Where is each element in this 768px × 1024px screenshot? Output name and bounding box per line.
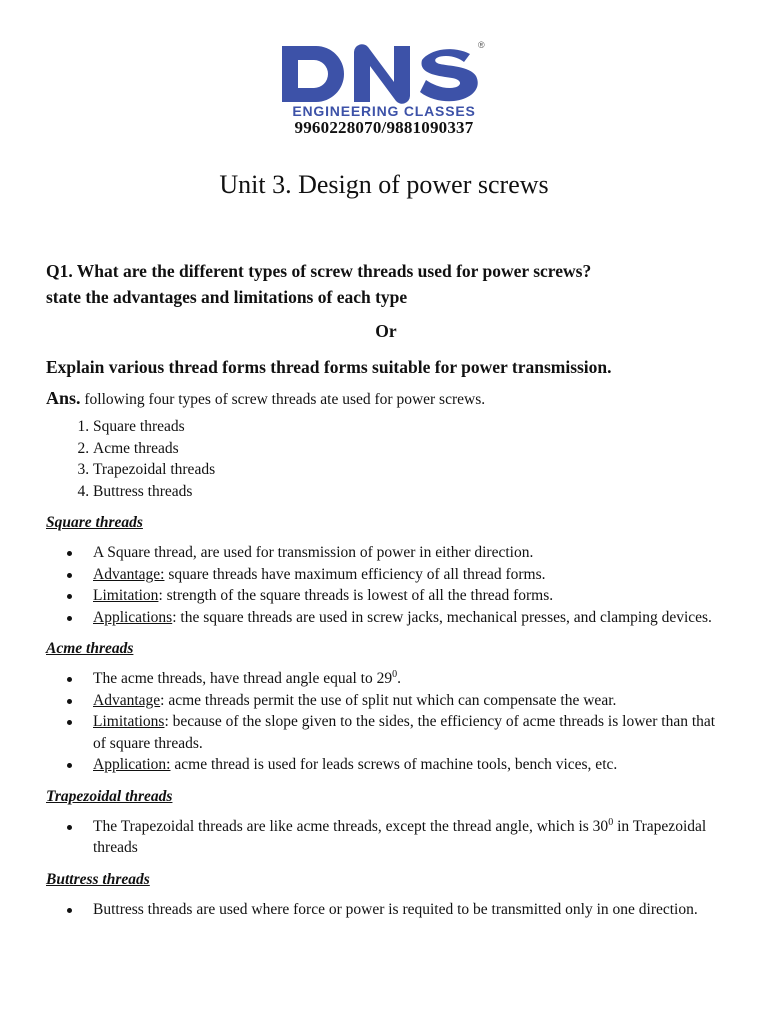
list-item bbox=[46, 564, 726, 586]
list-item bbox=[46, 542, 726, 564]
degree-superscript: 0 bbox=[392, 668, 398, 680]
list-item bbox=[46, 899, 726, 921]
bullet-text: . bbox=[397, 670, 401, 687]
list-item bbox=[46, 668, 726, 690]
dns-logo bbox=[272, 38, 496, 120]
question-explain: Explain various thread forms thread forms suitable for power transmission. bbox=[46, 357, 612, 377]
list-item bbox=[46, 690, 726, 712]
list-item: 1. Square threads bbox=[93, 416, 726, 438]
bullet-icon bbox=[67, 763, 72, 768]
bullet-text: The Trapezoidal threads are like acme threads, except the thread angle, which is 30 bbox=[93, 817, 609, 835]
phone-numbers: 9960228070/9881090337 bbox=[294, 118, 474, 137]
list-item bbox=[46, 585, 726, 607]
bullet-icon bbox=[67, 908, 72, 913]
answer-text: following four types of screw threads ate used for power screws. bbox=[80, 391, 486, 408]
degree-superscript: 0 bbox=[608, 816, 614, 828]
bullet-icon bbox=[67, 616, 72, 621]
list-item bbox=[46, 711, 726, 754]
acme-threads-list bbox=[46, 668, 726, 776]
list-item: 2. Acme threads bbox=[93, 438, 726, 460]
list-item bbox=[46, 607, 726, 629]
bullet-text: : acme threads permit the use of split nut which can compensate the wear. bbox=[160, 691, 617, 709]
bullet-label: Advantage: bbox=[93, 565, 165, 583]
registered-mark: ® bbox=[478, 40, 485, 50]
bullet-label: Applications bbox=[93, 608, 173, 626]
bullet-text: : strength of the square threads is lowest of all the thread forms. bbox=[158, 587, 554, 604]
bullet-text: A Square thread, are used for transmission of power in either direction. bbox=[93, 544, 534, 561]
bullet-icon bbox=[67, 551, 72, 556]
answer-label: Ans. bbox=[46, 388, 81, 408]
square-threads-list bbox=[46, 542, 726, 628]
bullet-icon bbox=[67, 573, 72, 578]
thread-types-list bbox=[46, 416, 726, 502]
bullet-text: square threads have maximum efficiency of all thread forms. bbox=[164, 565, 546, 583]
question-1 bbox=[46, 258, 726, 310]
logo-subtitle: ENGINEERING CLASSES bbox=[292, 103, 476, 119]
list-item: 3. Trapezoidal threads bbox=[93, 459, 726, 481]
trapezoidal-threads-list bbox=[46, 816, 726, 859]
bullet-label: Limitation bbox=[93, 587, 159, 604]
list-item bbox=[46, 816, 726, 859]
bullet-text: in Trapezoidal threads bbox=[93, 817, 707, 856]
section-heading-buttress: Buttress threads bbox=[46, 870, 150, 888]
bullet-icon bbox=[67, 677, 72, 682]
buttress-threads-list bbox=[46, 899, 726, 921]
content bbox=[46, 258, 726, 920]
bullet-text: Buttress threads are used where force or power is requited to be transmitted only in one direction. bbox=[93, 900, 698, 918]
question-line-1: Q1. What are the different types of screw threads used for power screws? bbox=[46, 261, 592, 281]
bullet-text: The acme threads, have thread angle equal to 29 bbox=[93, 670, 393, 687]
bullet-label: Advantage bbox=[93, 691, 161, 709]
section-heading-trapezoidal: Trapezoidal threads bbox=[46, 787, 173, 805]
section-heading-acme: Acme threads bbox=[46, 640, 134, 657]
or-separator: Or bbox=[375, 321, 397, 341]
bullet-icon bbox=[67, 699, 72, 704]
list-item: 4. Buttress threads bbox=[93, 481, 726, 503]
answer-intro bbox=[46, 386, 726, 412]
question-line-2: state the advantages and limitations of each type bbox=[46, 287, 408, 307]
bullet-text: : because of the slope given to the sides, the efficiency of acme threads is lower than that of square threads. bbox=[93, 713, 716, 752]
bullet-label: Application: bbox=[93, 756, 171, 773]
bullet-icon bbox=[67, 825, 72, 830]
bullet-icon bbox=[67, 594, 72, 599]
bullet-text: : the square threads are used in screw jacks, mechanical presses, and clamping devices. bbox=[172, 608, 712, 626]
list-item bbox=[46, 754, 726, 776]
page-title: Unit 3. Design of power screws bbox=[219, 170, 549, 199]
section-heading-square: Square threads bbox=[46, 514, 143, 531]
bullet-icon bbox=[67, 720, 72, 725]
bullet-text: acme thread is used for leads screws of machine tools, bench vices, etc. bbox=[170, 756, 618, 773]
bullet-label: Limitations bbox=[93, 713, 165, 730]
